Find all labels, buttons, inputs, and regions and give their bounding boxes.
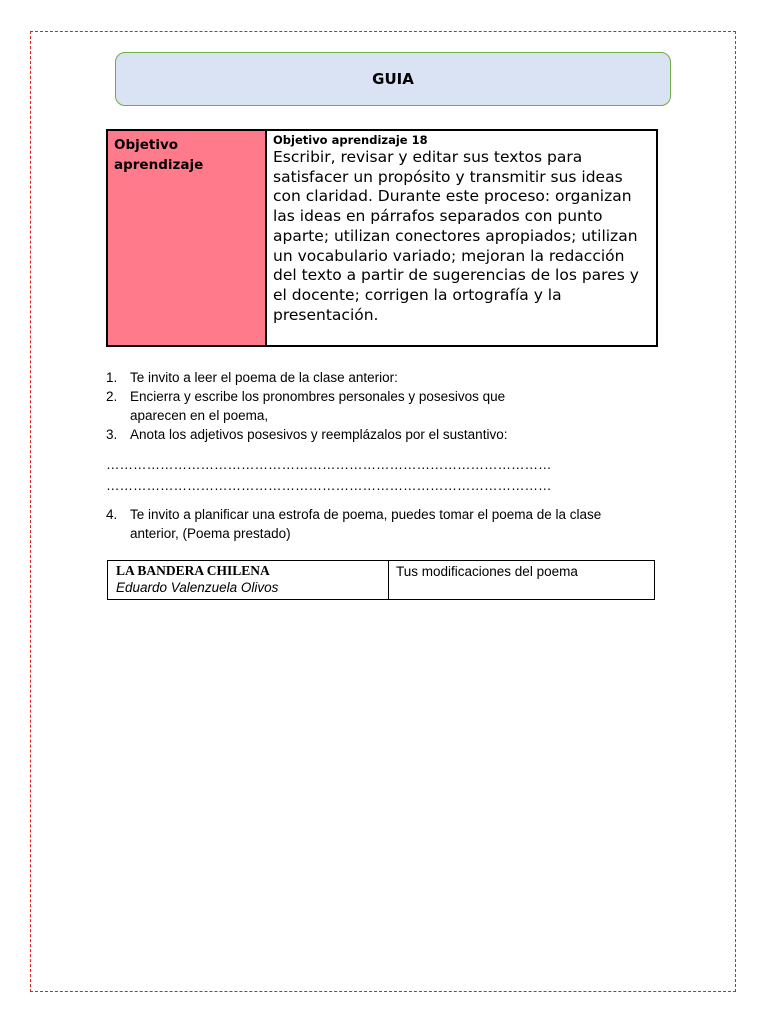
list-item bbox=[106, 505, 626, 543]
poem-table bbox=[107, 560, 655, 600]
objective-text: Escribir, revisar y editar sus textos para satisfacer un propósito y transmitir sus ideas con claridad. Durante este proceso: organizan las ideas en párrafos separados con punto aparte; utilizan conectores apropiados; utilizan un vocabulario variado; mejoran la redacción del texto a partir de sugerencias de los pares y el docente; corrigen la ortografía y la presentación. bbox=[273, 148, 639, 324]
answer-line[interactable]: ……………………………………………………………………………………… bbox=[106, 478, 552, 493]
objective-content-cell bbox=[267, 131, 656, 345]
instruction-list-2 bbox=[106, 505, 626, 543]
instruction-list bbox=[106, 368, 626, 444]
objective-label: Objetivo aprendizaje bbox=[114, 137, 204, 173]
page-title: GUIA bbox=[372, 70, 414, 88]
objective-label-cell bbox=[108, 131, 267, 345]
modifications-header: Tus modificaciones del poema bbox=[396, 564, 578, 579]
poem-title: LA BANDERA CHILENA bbox=[116, 563, 270, 578]
list-number: 4. bbox=[106, 507, 118, 522]
list-item bbox=[106, 368, 626, 387]
list-text: Te invito a leer el poema de la clase anterior: bbox=[130, 370, 398, 385]
list-text: Encierra y escribe los pronombres personales y posesivos que aparecen en el poema, bbox=[130, 389, 506, 423]
title-box bbox=[115, 52, 671, 106]
list-text: Te invito a planificar una estrofa de poema, puedes tomar el poema de la clase anterior, (Poema prestado) bbox=[130, 507, 602, 541]
poem-cell bbox=[108, 561, 389, 599]
list-number: 2. bbox=[106, 389, 118, 404]
list-number: 1. bbox=[106, 370, 118, 385]
answer-line[interactable]: ……………………………………………………………………………………… bbox=[106, 457, 552, 472]
modifications-cell[interactable] bbox=[389, 561, 654, 599]
objective-subtitle: Objetivo aprendizaje 18 bbox=[273, 133, 428, 147]
objective-table bbox=[106, 129, 658, 347]
list-item bbox=[106, 425, 626, 444]
list-number: 3. bbox=[106, 427, 118, 442]
list-text: Anota los adjetivos posesivos y reemplázalos por el sustantivo: bbox=[130, 427, 508, 442]
poem-author: Eduardo Valenzuela Olivos bbox=[116, 580, 279, 595]
list-item bbox=[106, 387, 626, 425]
